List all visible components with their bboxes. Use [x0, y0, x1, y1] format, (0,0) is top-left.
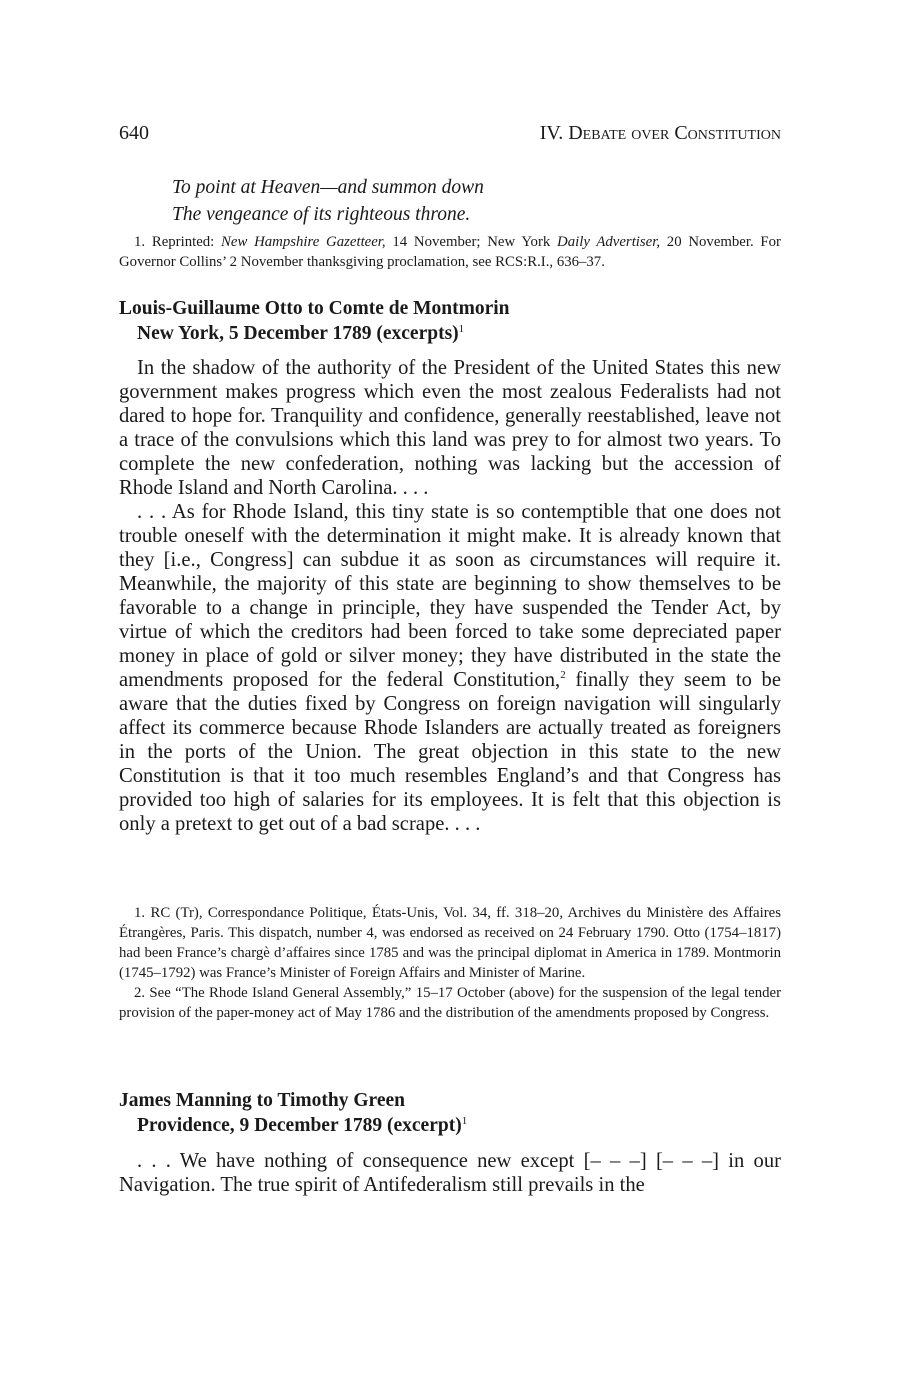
running-head-mid: C	[669, 122, 688, 144]
poem-line: The vengeance of its righteous throne.	[172, 204, 471, 225]
running-head-small-caps: ebate over	[582, 122, 670, 144]
running-head-prefix: IV. D	[539, 122, 583, 144]
document-heading	[119, 296, 510, 346]
document-heading	[119, 1088, 467, 1138]
document-body	[119, 1149, 781, 1197]
paragraph: . . . We have nothing of consequence new except [– – –] [– – –] in our Navigation. The true spirit of Antifederalism still prevails in the	[119, 1150, 781, 1196]
paragraph: In the shadow of the authority of the President of the United States this new government makes progress which even the most zealous Federalists had not dared to hope for. Tranquility and confidence, generally reestablished, leave not a trace of the convulsions which this land was prey to for almost two years. To complete the new confederation, nothing was lacking but the accession of Rhode Island and North Carolina. . . .	[119, 357, 781, 499]
running-head-small-caps-2: onstitution	[687, 122, 781, 144]
reprint-footnote-block	[119, 232, 781, 272]
document-place-date: New York, 5 December 1789 (excerpts)$^1$	[137, 323, 465, 344]
document-title: James Manning to Timothy Green	[119, 1090, 406, 1111]
paragraph: . . . As for Rhode Island, this tiny state is so contemptible that one does not trouble oneself with the determination it might make. It is already known that they [i.e., Congress] can subdue it as soon as circumstances will require it. Meanwhile, the majority of this state are beginning to show themselves to be favorable to a change in principle, they have suspended the Tender Act, by virtue of which the creditors had been forced to take some depreciated paper money in place of gold or silver money; they have distributed in the state the amendments proposed for the federal Constitution,$^2$ finally they seem to be aware that the duties fixed by Congress on foreign navigation will singularly affect its commerce because Rhode Islanders are actually treated as foreigners in the ports of the Union. The great objection in this state to the new Constitution is that it too much resembles England’s and that Congress has provided too high of salaries for its employees. It is felt that this objection is only a pretext to get out of a bad scrape. . . .	[119, 501, 781, 835]
document-body	[119, 356, 781, 836]
footnote-marker: 2	[560, 669, 566, 681]
document-footnotes	[119, 903, 781, 1023]
page-number: 640	[119, 122, 149, 144]
footnote: 2. See “The Rhode Island General Assembly,” 15–17 October (above) for the suspension of the legal tender provision of the paper-money act of May 1786 and the distribution of the amendments proposed by Congress.	[119, 985, 781, 1021]
document-title: Louis-Guillaume Otto to Comte de Montmorin	[119, 298, 510, 319]
footnote-marker: 1	[458, 323, 465, 335]
footnote: 1. RC (Tr), Correspondance Politique, États-Unis, Vol. 34, ff. 318–20, Archives du Ministère des Affaires Étrangères, Paris. This dispatch, number 4, was endorsed as received on 24 February 1790. Otto (1754–1817) had been France’s chargè d’affaires since 1785 and was the principal diplomat in America in 1789. Montmorin (1745–1792) was France’s Minister of Foreign Affairs and Minister of Marine.	[119, 905, 781, 981]
poem-line: To point at Heaven—and summon down	[172, 177, 484, 198]
footnote: 1. Reprinted: New Hampshire Gazetteer, 14 November; New York Daily Advertiser, 20 November. For Governor Collins’ 2 November thanksgiving proclamation, see RCS:R.I., 636–37.	[119, 234, 781, 270]
document-place-date: Providence, 9 December 1789 (excerpt)$^1$	[137, 1115, 468, 1136]
footnote-marker: 1	[461, 1115, 468, 1127]
running-head	[540, 122, 781, 145]
poem-excerpt	[172, 174, 484, 228]
